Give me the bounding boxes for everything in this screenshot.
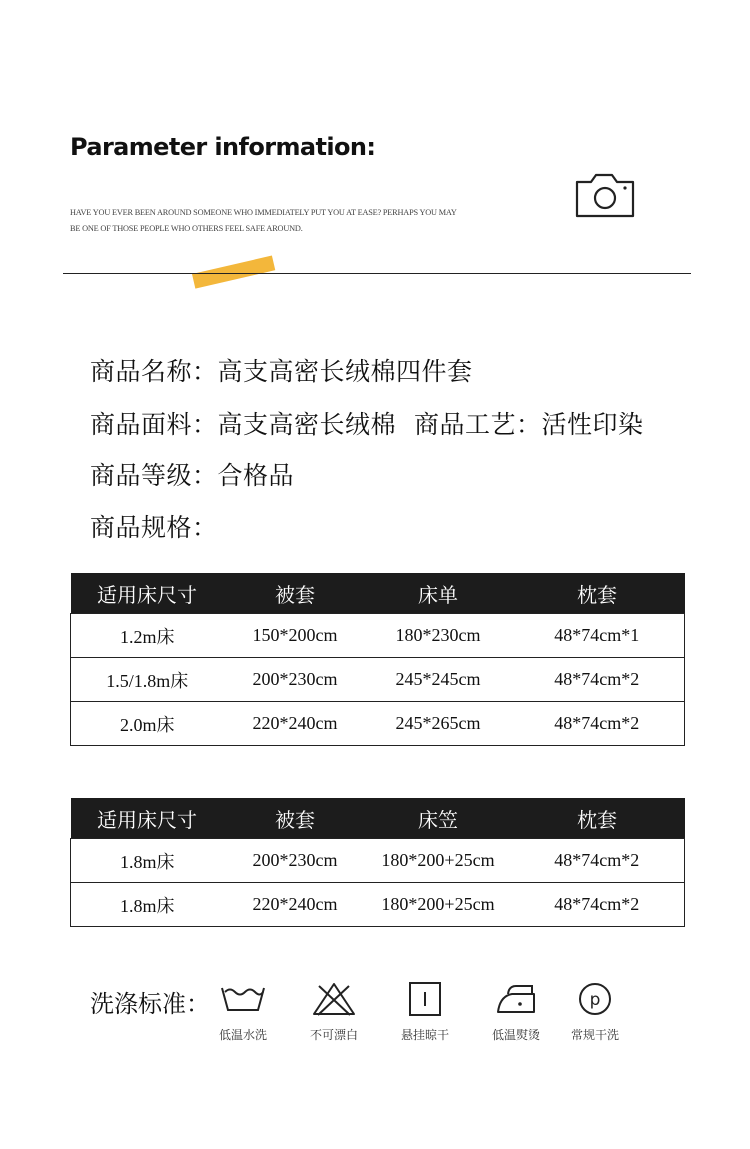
info-fabric-craft: 商品面料：高支高密长绒棉 商品工艺：活性印染 (90, 410, 644, 439)
table-row (71, 614, 685, 658)
subtitle-line-1: HAVE YOU EVER BEEN AROUND SOMEONE WHO IMMEDIATELY PUT YOU AT EASE? PERHAPS YOU MAY (70, 208, 457, 217)
header-bed-sheet: 床单 (367, 573, 510, 614)
header-duvet-cover: 被套 (224, 798, 367, 839)
cell-bed-sheet: 180*230cm (367, 614, 510, 658)
wash-tub-icon (219, 982, 267, 1016)
table-row (71, 883, 685, 927)
header-duvet-cover: 被套 (224, 573, 367, 614)
table-row (71, 702, 685, 746)
svg-text:p: p (589, 990, 601, 1010)
cell-duvet-cover: 150*200cm (224, 614, 367, 658)
cell-pillowcase: 48*74cm*2 (510, 839, 685, 883)
subtitle-line-2: BE ONE OF THOSE PEOPLE WHO OTHERS FEEL SAFE AROUND. (70, 224, 303, 233)
header-pillowcase: 枕套 (510, 798, 685, 839)
cell-fitted-sheet: 180*200+25cm (367, 883, 510, 927)
cell-pillowcase: 48*74cm*2 (510, 658, 685, 702)
hang-dry-icon (401, 982, 449, 1016)
spec-table-2 (70, 798, 685, 927)
cell-fitted-sheet: 180*200+25cm (367, 839, 510, 883)
cell-bed-size: 2.0m床 (71, 702, 224, 746)
cell-duvet-cover: 200*230cm (224, 658, 367, 702)
cell-bed-sheet: 245*245cm (367, 658, 510, 702)
cell-duvet-cover: 200*230cm (224, 839, 367, 883)
info-grade: 商品等级：合格品 (90, 461, 295, 490)
wash-item-low-temp-wash: 低温水洗 (198, 982, 288, 1043)
wash-standard-title: 洗涤标准： (90, 990, 210, 1018)
cell-bed-size: 1.8m床 (71, 883, 224, 927)
cell-pillowcase: 48*74cm*2 (510, 883, 685, 927)
spec-table-1 (70, 573, 685, 746)
iron-icon (492, 982, 540, 1016)
cell-pillowcase: 48*74cm*1 (510, 614, 685, 658)
info-product-name: 商品名称：高支高密长绒棉四件套 (90, 357, 473, 386)
cell-bed-sheet: 245*265cm (367, 702, 510, 746)
wash-item-hang-dry: 悬挂晾干 (380, 982, 470, 1043)
wash-item-no-bleach: 不可漂白 (289, 982, 379, 1043)
cell-pillowcase: 48*74cm*2 (510, 702, 685, 746)
dry-clean-p-icon (571, 982, 619, 1016)
camera-icon (574, 171, 636, 219)
header-pillowcase: 枕套 (510, 573, 685, 614)
table-header-row (71, 798, 685, 839)
table-row (71, 839, 685, 883)
cell-bed-size: 1.8m床 (71, 839, 224, 883)
page-title: Parameter information: (70, 133, 375, 169)
header-bed-size: 适用床尺寸 (71, 798, 224, 839)
header-fitted-sheet: 床笠 (367, 798, 510, 839)
wash-item-regular-dry-clean: p 常规干洗 (550, 982, 640, 1043)
header-divider (63, 273, 691, 274)
table-row (71, 658, 685, 702)
cell-duvet-cover: 220*240cm (224, 883, 367, 927)
cell-bed-size: 1.5/1.8m床 (71, 658, 224, 702)
wash-item-low-temp-iron: 低温熨烫 (471, 982, 561, 1043)
header-subtitle (70, 205, 510, 237)
no-bleach-icon (310, 982, 358, 1016)
cell-duvet-cover: 220*240cm (224, 702, 367, 746)
header-bed-size: 适用床尺寸 (71, 573, 224, 614)
cell-bed-size: 1.2m床 (71, 614, 224, 658)
info-spec-label: 商品规格： (90, 513, 218, 542)
table-header-row (71, 573, 685, 614)
